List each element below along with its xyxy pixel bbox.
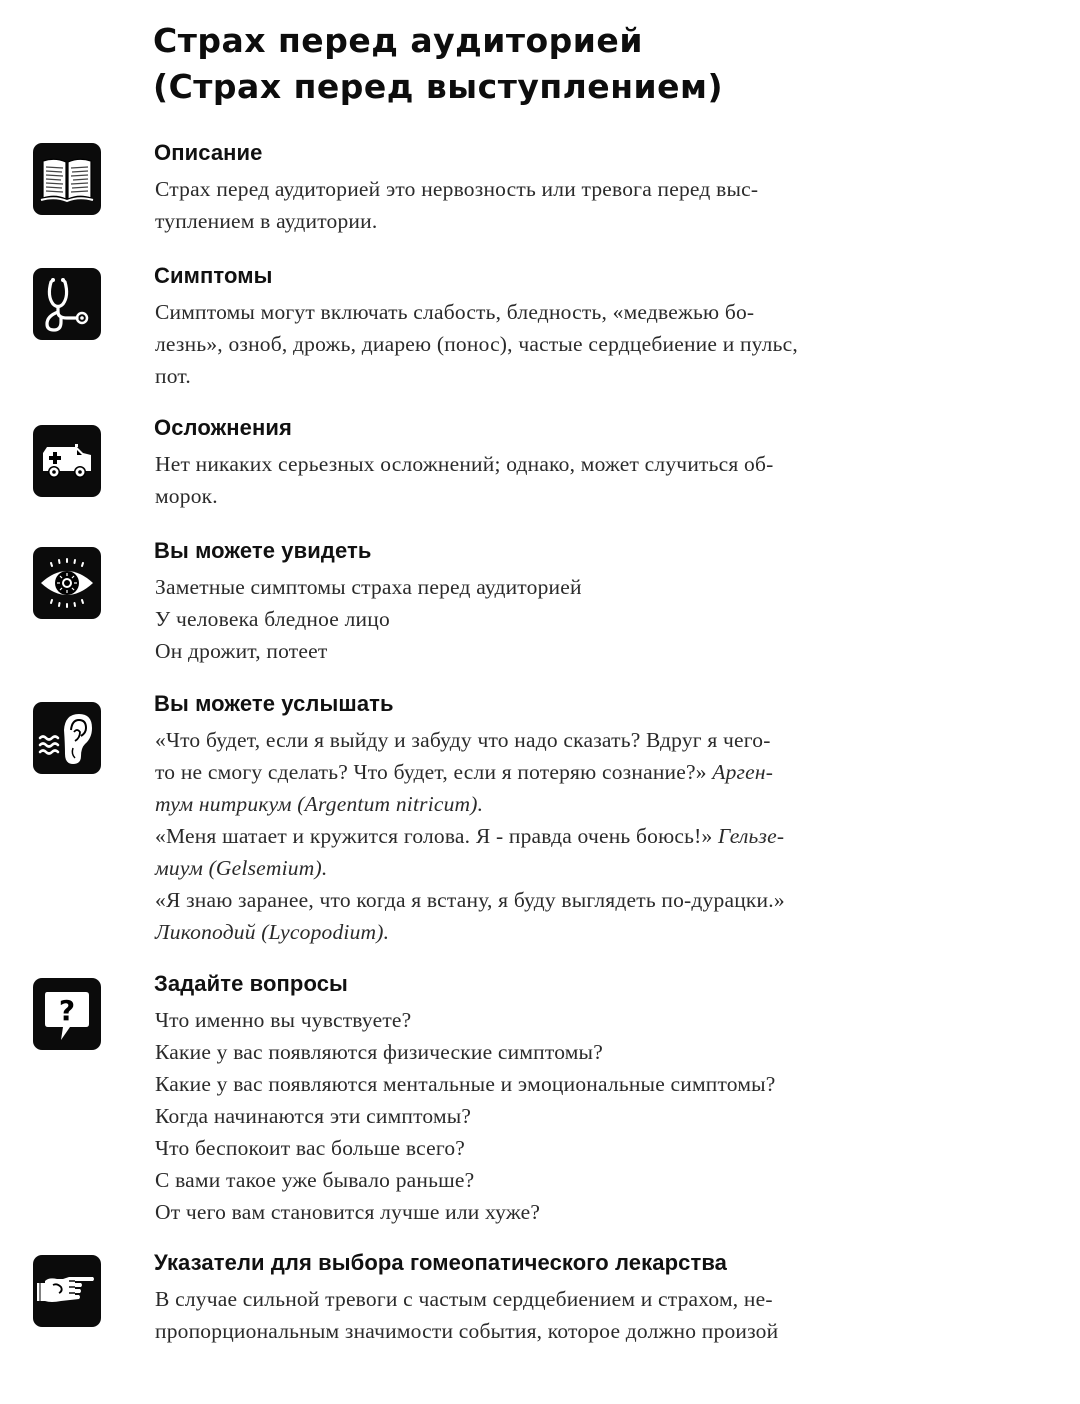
quote-text: «Я знаю заранее, что когда я встану, я буду выглядеть по-дурацки.» [155, 888, 785, 912]
question-bubble-icon [33, 978, 101, 1050]
section-body [155, 448, 955, 512]
page-title-line-1: Страх перед аудиторией [153, 21, 643, 60]
remedy-name: тум нитрикум (Argentum nitricum). [155, 792, 484, 816]
body-line: В случае сильной тревоги с частым сердцебиением и страхом, не- [155, 1287, 773, 1311]
remedy-name: Ликоподий (Lycopodium). [155, 920, 390, 944]
body-line: Нет никаких серьезных осложнений; однако, может случиться об- [155, 452, 774, 476]
body-line: морок. [155, 484, 218, 508]
section-body [155, 296, 955, 392]
open-book-icon [33, 143, 101, 215]
quote-text: «Меня шатает и кружится голова. Я - правда очень боюсь!» [155, 824, 718, 848]
question-line: С вами такое уже бывало раньше? [155, 1168, 475, 1192]
quote-text: то не смогу сделать? Что будет, если я потеряю сознание?» [155, 760, 713, 784]
page-title [153, 18, 723, 110]
section-heading: Вы можете увидеть [154, 538, 372, 563]
ambulance-icon [33, 425, 101, 497]
section-body [155, 173, 955, 237]
remedy-name: миум (Gelsemium). [155, 856, 328, 880]
section-heading: Симптомы [154, 263, 273, 288]
svg-text:?: ? [58, 994, 76, 1027]
page-title-line-2: (Страх перед выступлением) [153, 67, 724, 106]
eye-icon [33, 547, 101, 619]
remedy-name: Арген- [712, 760, 774, 784]
stethoscope-icon [33, 268, 101, 340]
quote-line [155, 756, 955, 788]
section-body [155, 1004, 955, 1228]
quote-line [155, 884, 955, 916]
question-line: Когда начинаются эти симптомы? [155, 1104, 472, 1128]
quote-text: «Что будет, если я выйду и забуду что надо сказать? Вдруг я чего- [155, 728, 771, 752]
section-heading: Описание [154, 140, 263, 165]
section-heading: Задайте вопросы [154, 971, 348, 996]
body-line: пропорциональным значимости события, которое должно произой [155, 1319, 779, 1343]
remedy-name: Гельзе- [717, 824, 785, 848]
body-line: Симптомы могут включать слабость, бледность, «медвежью бо- [155, 300, 755, 324]
section-body [155, 571, 955, 667]
quote-line [155, 724, 955, 756]
question-line: Что беспокоит вас больше всего? [155, 1136, 466, 1160]
section-body [155, 1283, 955, 1347]
pointing-hand-icon [33, 1255, 101, 1327]
question-line: Что именно вы чувствуете? [155, 1008, 412, 1032]
quote-line [155, 820, 955, 852]
section-heading: Указатели для выбора гомеопатического лекарства [154, 1250, 727, 1275]
question-line: Какие у вас появляются ментальные и эмоциональные симптомы? [155, 1072, 776, 1096]
body-line: Страх перед аудиторией это нервозность или тревога перед выс- [155, 177, 759, 201]
body-line: Заметные симптомы страха перед аудиторией [155, 575, 582, 599]
body-line: пот. [155, 364, 191, 388]
section-heading: Осложнения [154, 415, 292, 440]
section-heading: Вы можете услышать [154, 691, 394, 716]
question-line: Какие у вас появляются физические симптомы? [155, 1040, 603, 1064]
body-line: лезнь», озноб, дрожь, диарею (понос), частые сердцебиение и пульс, [155, 332, 798, 356]
body-line: Он дрожит, потеет [155, 639, 328, 663]
body-line: У человека бледное лицо [155, 607, 390, 631]
question-line: От чего вам становится лучше или хуже? [155, 1200, 541, 1224]
body-line: туплением в аудитории. [155, 209, 378, 233]
ear-icon [33, 702, 101, 774]
section-body [155, 724, 955, 948]
